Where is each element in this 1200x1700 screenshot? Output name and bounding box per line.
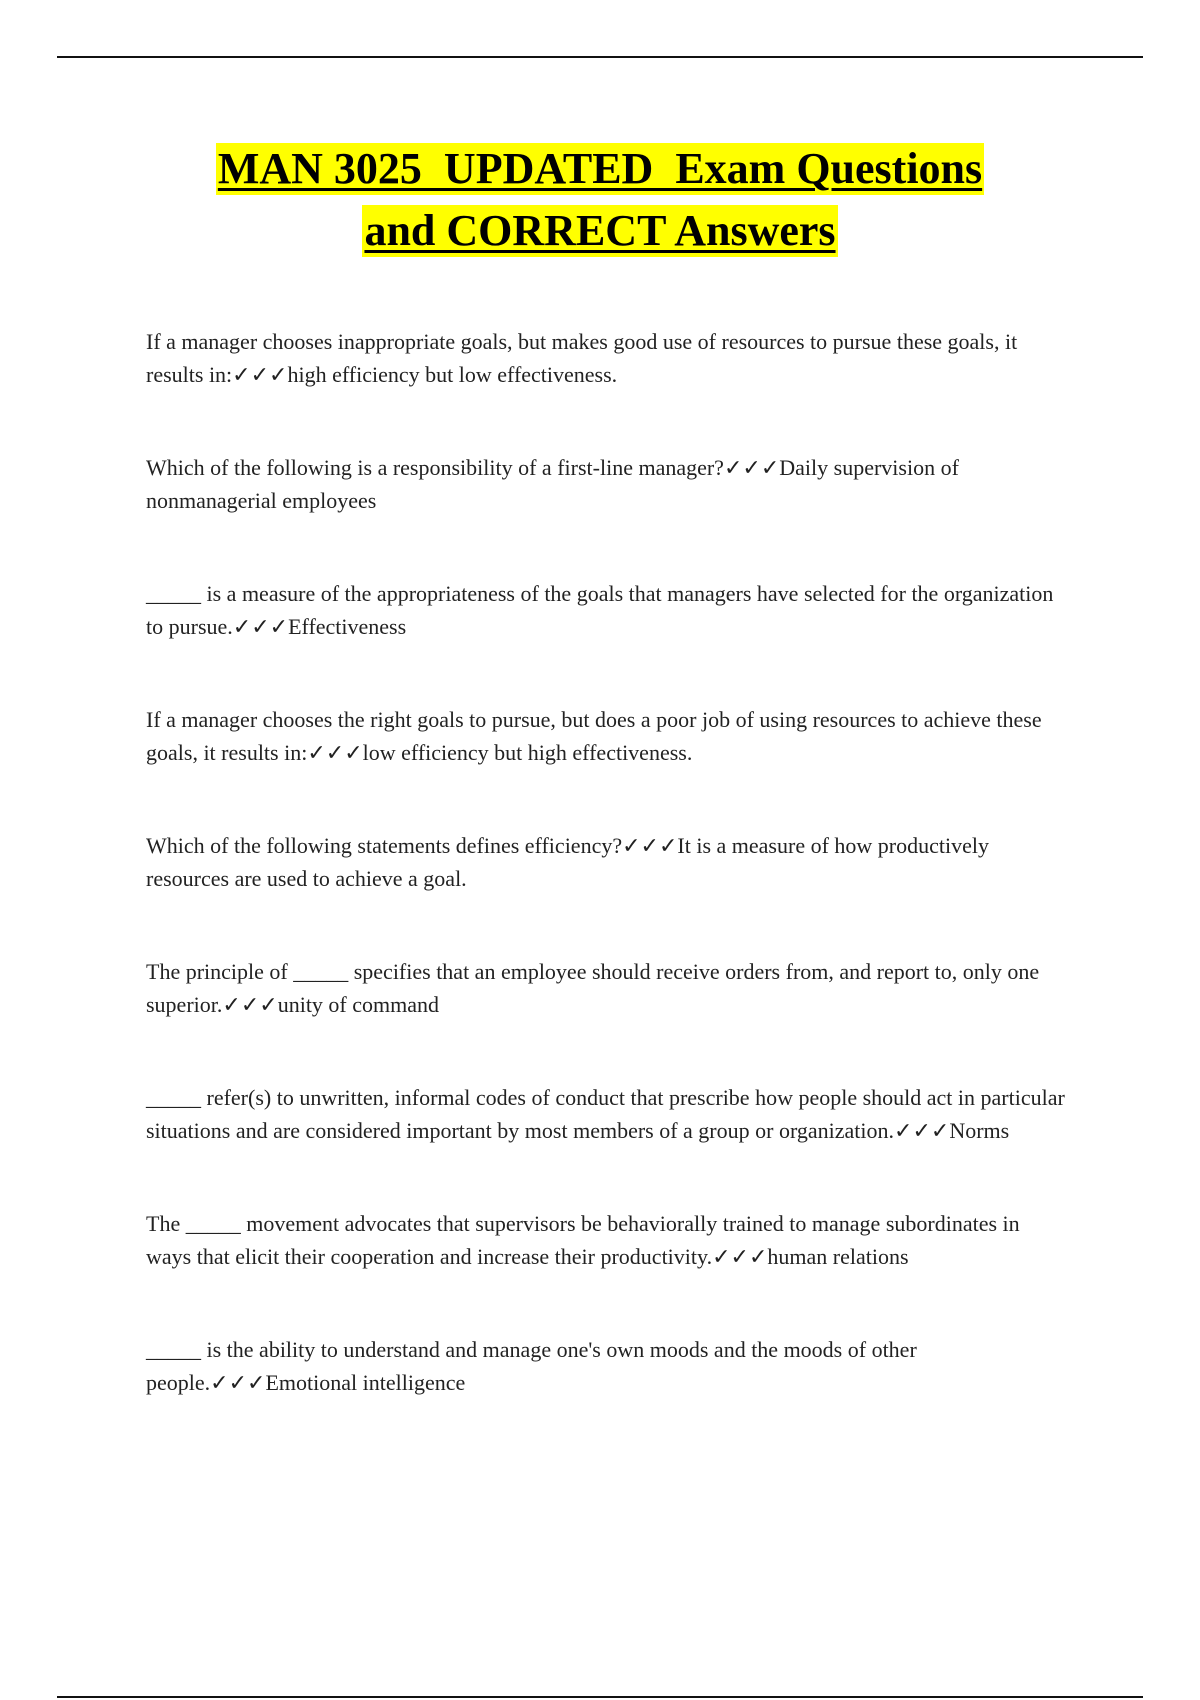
answer-text: Daily supervision of nonmanagerial employees — [146, 455, 959, 513]
answer-text: unity of command — [277, 992, 440, 1017]
answer-text: Emotional intelligence — [265, 1370, 466, 1395]
check-marks: ✓✓✓ — [622, 833, 678, 858]
qa-item — [146, 955, 1066, 1021]
check-marks: ✓✓✓ — [222, 992, 278, 1017]
check-marks: ✓✓✓ — [232, 362, 288, 387]
answer-text: human relations — [767, 1244, 909, 1269]
bottom-rule — [57, 1696, 1143, 1698]
answer-text: Norms — [949, 1118, 1010, 1143]
answer-text: Effectiveness — [288, 614, 407, 639]
qa-item — [146, 1207, 1066, 1273]
question-text: _____ is a measure of the appropriateness of the goals that managers have selected for the organization to pursue. — [146, 581, 1054, 639]
question-text: The principle of _____ specifies that an employee should receive orders from, and report to, only one superior. — [146, 959, 1040, 1017]
check-marks: ✓✓✓ — [307, 740, 363, 765]
qa-item — [146, 1081, 1066, 1147]
check-marks: ✓✓✓ — [210, 1370, 266, 1395]
check-marks: ✓✓✓ — [232, 614, 289, 639]
document-title — [0, 143, 1200, 267]
qa-item — [146, 325, 1066, 391]
answer-text: low efficiency but high effectiveness. — [362, 740, 693, 765]
check-marks: ✓✓✓ — [712, 1244, 768, 1269]
qa-item — [146, 829, 1066, 895]
answer-text: It is a measure of how productively resources are used to achieve a goal. — [146, 833, 989, 891]
qa-item — [146, 451, 1066, 517]
title-line-1: MAN 3025 UPDATED Exam Questions — [217, 144, 983, 193]
check-marks: ✓✓✓ — [894, 1118, 950, 1143]
question-answer-list — [146, 325, 1066, 1459]
question-text: Which of the following is a responsibility of a first-line manager? — [146, 455, 724, 480]
question-text: The _____ movement advocates that supervisors be behaviorally trained to manage subordinates in ways that elicit their cooperation and increase their productivity. — [146, 1211, 1020, 1269]
question-text: _____ refer(s) to unwritten, informal codes of conduct that prescribe how people should act in particular situations and are considered important by most members of a group or organization. — [146, 1085, 1065, 1143]
qa-item — [146, 703, 1066, 769]
qa-item — [146, 577, 1066, 643]
question-text: If a manager chooses the right goals to pursue, but does a poor job of using resources to achieve these goals, it results in: — [146, 707, 1042, 765]
answer-text: high efficiency but low effectiveness. — [287, 362, 618, 387]
check-marks: ✓✓✓ — [723, 455, 780, 480]
question-text: Which of the following statements defines efficiency? — [146, 833, 623, 858]
top-rule — [57, 56, 1143, 58]
qa-item — [146, 1333, 1066, 1399]
question-text: If a manager chooses inappropriate goals, but makes good use of resources to pursue these goals, it results in: — [146, 329, 1018, 387]
question-text: _____ is the ability to understand and manage one's own moods and the moods of other people. — [146, 1337, 917, 1395]
title-line-2: and CORRECT Answers — [364, 206, 836, 255]
